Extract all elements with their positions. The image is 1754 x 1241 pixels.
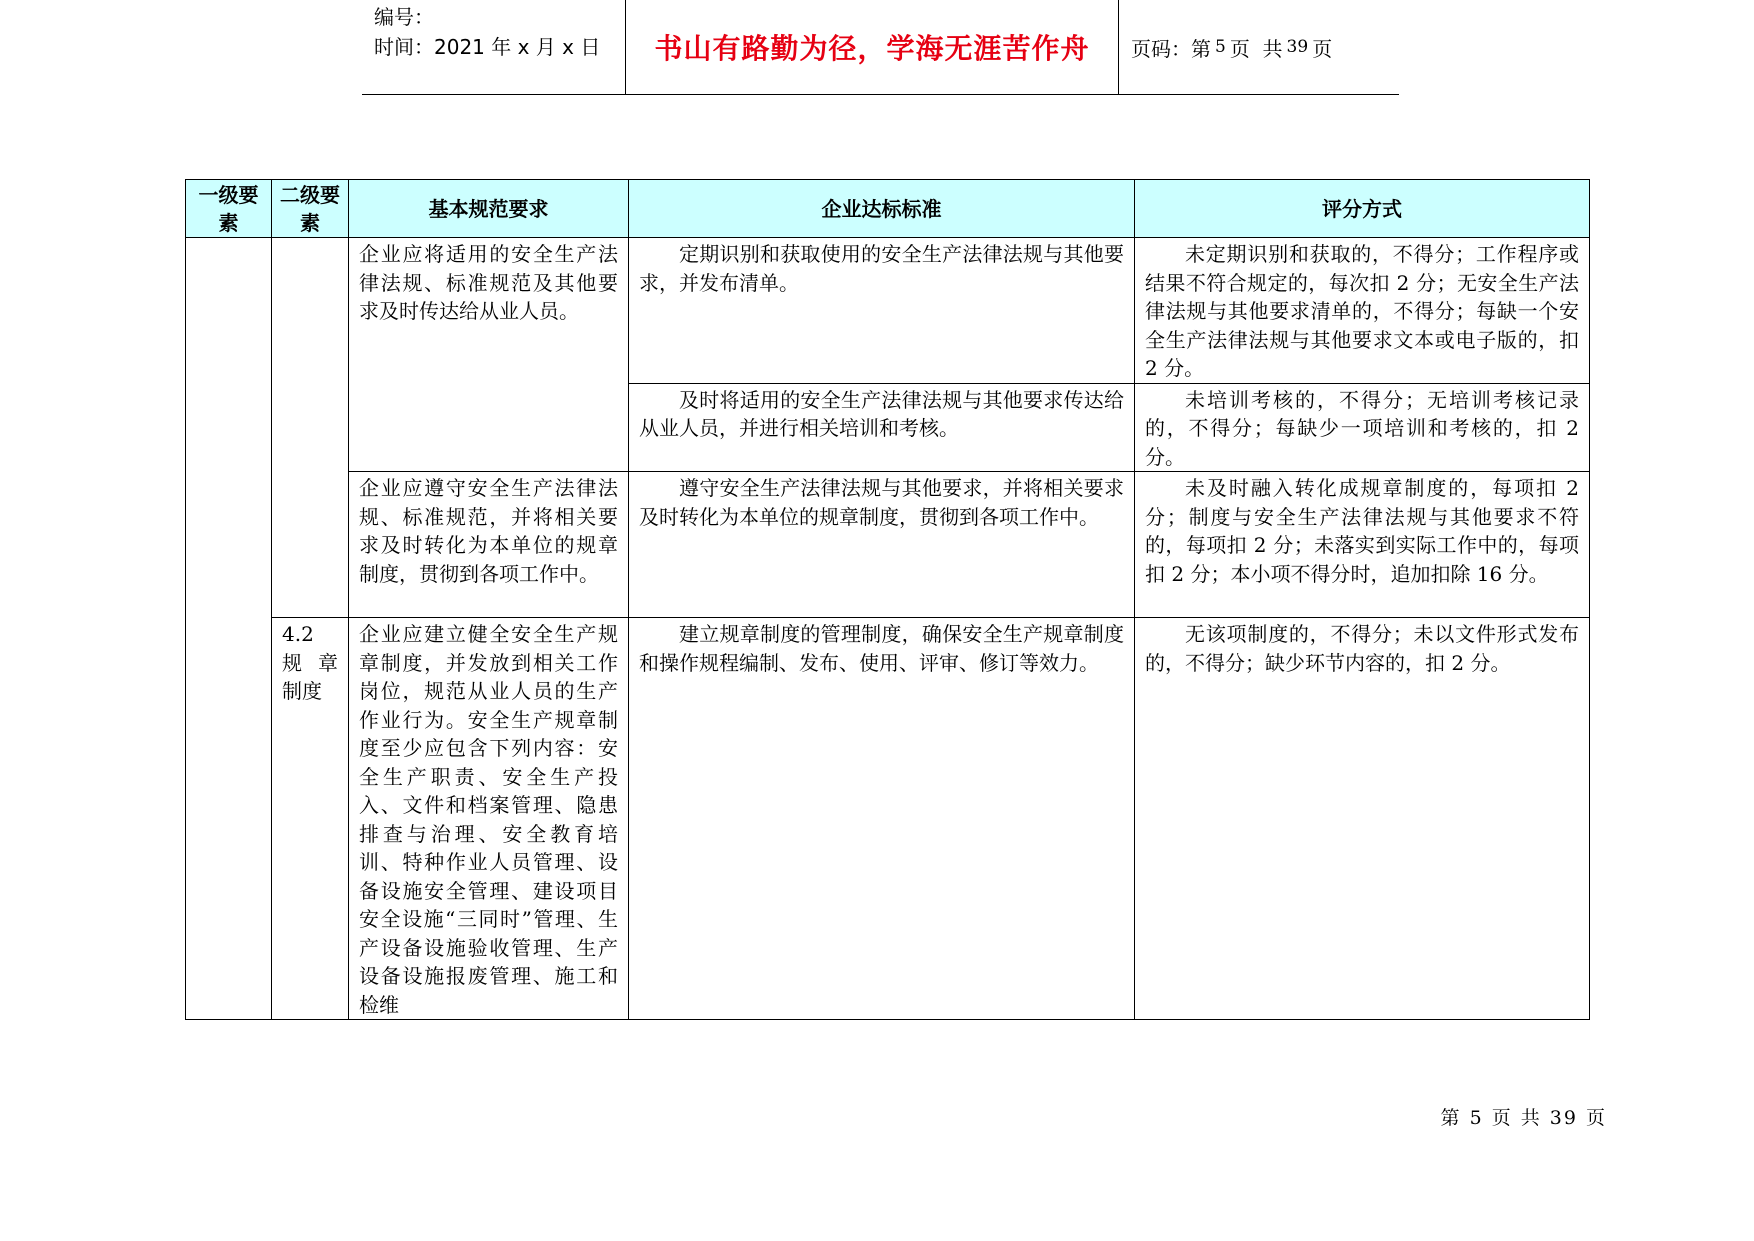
scoring-cell: 未及时融入转化成规章制度的，每项扣 2 分；制度与安全生产法律法规与其他要求不符的，每项扣 2 分；未落实到实际工作中的，每项扣 2 分；本小项不得分时，追加扣除 16 分。 (1135, 472, 1590, 618)
header-meta (362, 0, 626, 94)
standard-cell: 遵守安全生产法律法规与其他要求，并将相关要求及时转化为本单位的规章制度，贯彻到各项工作中。 (629, 472, 1135, 618)
page-total: 39 (1286, 37, 1309, 57)
requirement-cell: 企业应将适用的安全生产法律法规、标准规范及其他要求及时传达给从业人员。 (349, 238, 629, 472)
standard-cell: 及时将适用的安全生产法律法规与其他要求传达给从业人员，并进行相关培训和考核。 (629, 383, 1135, 472)
page-footer: 第 5 页 共 39 页 (1440, 1107, 1607, 1129)
standard-cell: 建立规章制度的管理制度，确保安全生产规章制度和操作规程编制、发布、使用、评审、修订等效力。 (629, 618, 1135, 1020)
document-number-label: 编号： (374, 5, 434, 29)
level1-cell (186, 238, 272, 1020)
page-current: 5 (1215, 37, 1226, 57)
header-page-number (1119, 0, 1399, 94)
table-row (186, 618, 1590, 1020)
table-row (186, 472, 1590, 618)
scoring-cell: 未培训考核的，不得分；无培训考核记录的，不得分；每缺少一项培训和考核的，扣 2 分。 (1135, 383, 1590, 472)
table-row (186, 238, 1590, 384)
scoring-cell: 无该项制度的，不得分；未以文件形式发布的，不得分；缺少环节内容的，扣 2 分。 (1135, 618, 1590, 1020)
standard-cell: 定期识别和获取使用的安全生产法律法规与其他要求，并发布清单。 (629, 238, 1135, 384)
scoring-cell: 未定期识别和获取的，不得分；工作程序或结果不符合规定的，每次扣 2 分；无安全生产法律法规与其他要求清单的，不得分；每缺一个安全生产法律法规与其他要求文本或电子版的，扣 2 分。 (1135, 238, 1590, 384)
page-suffix: 页 (1312, 36, 1333, 61)
table-header-row (186, 180, 1590, 238)
page-prefix: 页码：第 (1131, 36, 1211, 61)
header-motto: 书山有路勤为径，学海无涯苦作舟 (626, 0, 1119, 94)
header-basic-requirement: 基本规范要求 (349, 180, 629, 238)
header-level2: 二级要素 (272, 180, 349, 238)
standards-table (185, 179, 1590, 1020)
document-date: 时间：2021 年 x 月 x 日 (374, 35, 601, 59)
header-level1: 一级要素 (186, 180, 272, 238)
requirement-cell: 企业应建立健全安全生产规章制度，并发放到相关工作岗位，规范从业人员的生产作业行为。安全生产规章制度至少应包含下列内容：安全生产职责、安全生产投入、文件和档案管理、隐患排查与治理、安全教育培训、特种作业人员管理、设备设施安全管理、建设项目安全设施“三同时”管理、生产设备设施验收管理、生产设备设施报废管理、施工和检维 (349, 618, 629, 1020)
level2-cell-regulations: 4.2 规章制度 (272, 618, 349, 1020)
page-mid: 页 共 (1229, 36, 1283, 61)
page-header (362, 0, 1399, 95)
header-enterprise-standard: 企业达标标准 (629, 180, 1135, 238)
level2-cell-empty (272, 238, 349, 618)
requirement-cell: 企业应遵守安全生产法律法规、标准规范，并将相关要求及时转化为本单位的规章制度，贯彻到各项工作中。 (349, 472, 629, 618)
header-scoring-method: 评分方式 (1135, 180, 1590, 238)
